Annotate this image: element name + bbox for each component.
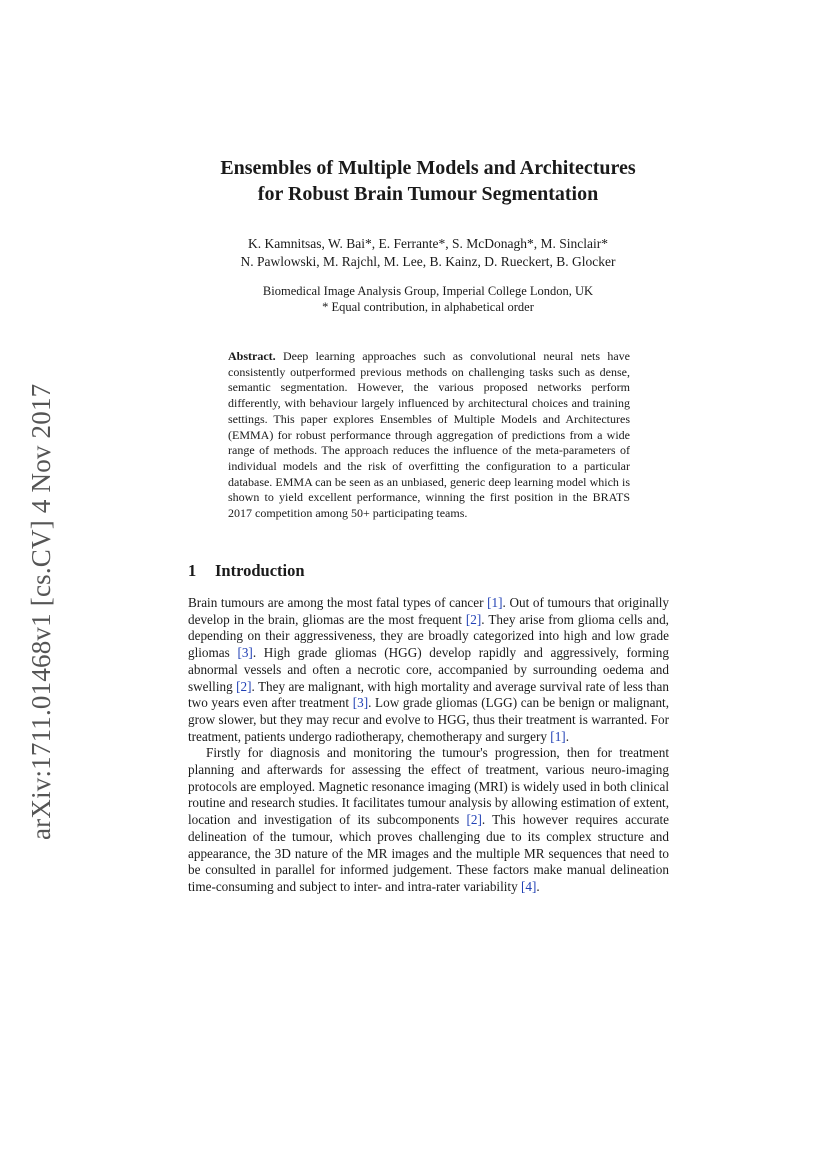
paragraph-text: . High grade gliomas (HGG) develop rapidly and aggressively, forming abnormal vessels and often a necrotic core, accompanied by surrounding oedema and swelling: [188, 645, 669, 694]
title-line-1: Ensembles of Multiple Models and Architectures: [220, 157, 636, 179]
affiliation: [100, 283, 756, 315]
citation-link[interactable]: [2]: [465, 611, 482, 627]
paragraph-text: .: [565, 728, 569, 744]
abstract: [228, 349, 630, 522]
citation-link[interactable]: [4]: [520, 878, 537, 894]
citation-link[interactable]: [1]: [550, 728, 566, 744]
paragraph: [188, 595, 669, 745]
section-heading: [188, 561, 305, 581]
abstract-text: Deep learning approaches such as convolutional neural nets have consistently outperformed previous methods on challenging tasks such as dense, semantic segmentation. However, the various proposed networks perform differently, with behaviour largely influenced by architectural choices and training settings. This paper explores Ensembles of Multiple Models and Architectures (EMMA) for robust performance through aggregation of predictions from a wide range of methods. The approach reduces the influence of the meta-parameters of individual models and the risk of overfitting the configuration to a particular database. EMMA can be seen as an unbiased, generic deep learning model which is shown to yield excellent performance, winning the first position in the BRATS 2017 competition among 50+ participating teams.: [228, 349, 630, 521]
citation-link[interactable]: [1]: [487, 595, 503, 610]
paragraph: [188, 745, 669, 895]
section-title: Introduction: [215, 561, 305, 580]
section-number: 1: [188, 561, 197, 580]
paragraph-text: . They are malignant, with high mortality and average survival rate of less than two years even after treatment: [188, 678, 669, 711]
paragraph-text: . This however requires accurate delineation of the tumour, which proves challenging due to its complex structure and appearance, the 3D nature of the MR images and the multiple MR sequences that need to be consulted in parallel for informed judgement. These factors make manual delineation time-consuming and subject to inter- and intra-rater variability: [188, 812, 670, 894]
introduction-body: [188, 595, 669, 896]
paper-title: [100, 155, 756, 207]
citation-link[interactable]: [2]: [236, 678, 252, 694]
citation-link[interactable]: [2]: [466, 812, 482, 828]
paragraph-text: . Out of tumours that originally develop in the brain, gliomas are the most frequent: [188, 595, 670, 627]
affiliation-line-1: Biomedical Image Analysis Group, Imperial College London, UK: [262, 284, 594, 298]
title-line-2: for Robust Brain Tumour Segmentation: [257, 183, 599, 205]
author-list: [100, 235, 756, 271]
contribution-note: * Equal contribution, in alphabetical order: [322, 300, 534, 314]
paragraph-text: . Low grade gliomas (LGG) can be benign or malignant, grow slower, but they may recur and evolve to HGG, thus their treatment is warranted. For treatment, patients undergo radiotherapy, chemotherapy and surgery: [188, 695, 669, 744]
citation-link[interactable]: [3]: [237, 645, 253, 661]
arxiv-identifier-stamp: arXiv:1711.01468v1 [cs.CV] 4 Nov 2017: [26, 383, 56, 840]
authors-line-1: K. Kamnitsas, W. Bai*, E. Ferrante*, S. McDonagh*, M. Sinclair*: [248, 236, 608, 251]
paragraph-text: . They arise from glioma cells and, depending on their aggressiveness, they are broadly categorized into high and low grade gliomas: [188, 611, 669, 661]
citation-link[interactable]: [3]: [352, 695, 369, 711]
paragraph-text: .: [536, 878, 540, 894]
paragraph-text: Firstly for diagnosis and monitoring the tumour's progression, then for treatment planning and afterwards for assessing the effect of treatment, various neuro-imaging protocols are employed. Magnetic resonance imaging (MRI) is widely used in both clinical routine and research studies. It facilitates tumour analysis by allowing estimation of extent, location and investigation of its subcomponents: [188, 745, 669, 828]
authors-line-2: N. Pawlowski, M. Rajchl, M. Lee, B. Kainz, D. Rueckert, B. Glocker: [240, 254, 616, 269]
abstract-label: Abstract.: [228, 349, 276, 363]
paragraph-text: Brain tumours are among the most fatal types of cancer: [188, 595, 488, 610]
